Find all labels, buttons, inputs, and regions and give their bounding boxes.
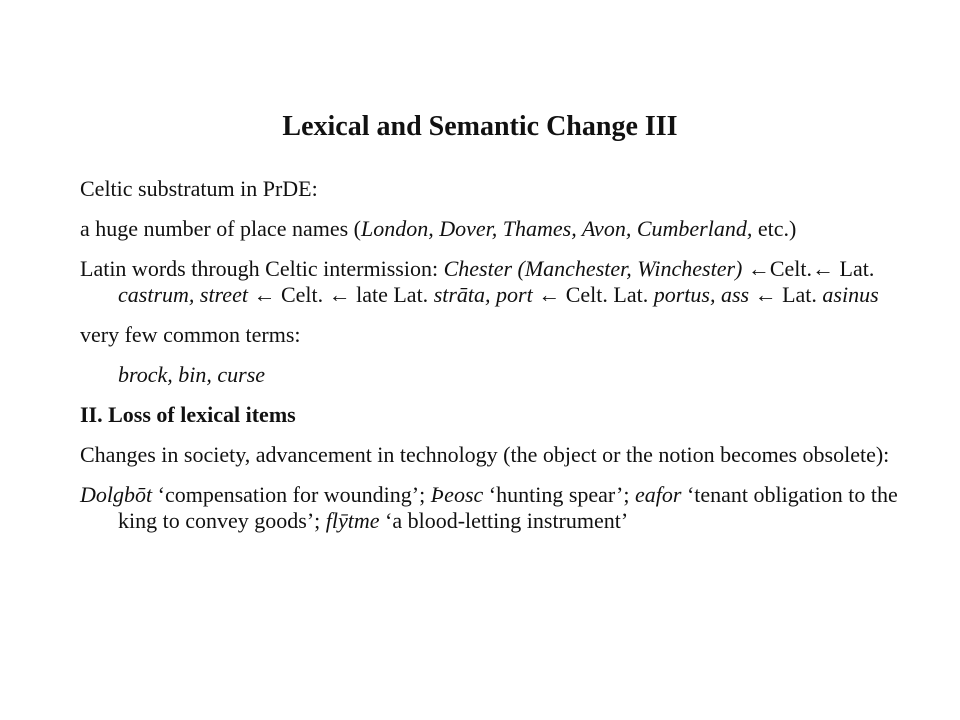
term-eafor: eafor bbox=[635, 482, 682, 507]
latin-words-intro: Latin words through Celtic intermission: bbox=[80, 256, 444, 281]
example-asinus: asinus bbox=[822, 282, 879, 307]
term-dolgbot: Dolgbōt bbox=[80, 482, 153, 507]
paragraph-common-terms-examples bbox=[80, 362, 900, 388]
example-strata-port: strāta, port bbox=[433, 282, 533, 307]
place-names-text: a huge number of place names ( bbox=[80, 216, 361, 241]
paragraph-celtic-substratum: Celtic substratum in PrDE: bbox=[80, 176, 318, 201]
etymology-late-lat: ← Celt. ← late Lat. bbox=[247, 282, 434, 307]
gloss-dolgbot: ‘compensation for wounding’; bbox=[152, 482, 431, 507]
term-theosc: Þeosc bbox=[430, 482, 484, 507]
etymology-lat: ← Lat. bbox=[749, 282, 823, 307]
example-chester: Chester (Manchester, Winchester) bbox=[443, 256, 743, 281]
paragraph-common-terms: very few common terms: bbox=[80, 322, 301, 347]
place-names-examples: London, Dover, Thames, Avon, Cumberland, bbox=[361, 216, 753, 241]
section-heading-loss: II. Loss of lexical items bbox=[80, 402, 296, 427]
example-castrum-street: castrum, street bbox=[118, 282, 248, 307]
gloss-eafor: ‘tenant obligation to the king to convey goods’; bbox=[118, 482, 898, 533]
paragraph-place-names bbox=[80, 216, 900, 242]
term-flytme: flȳtme bbox=[325, 508, 380, 533]
example-portus-ass: portus, ass bbox=[653, 282, 750, 307]
etymology-celt-lat: ←Celt.← Lat. bbox=[742, 256, 875, 281]
gloss-theosc: ‘hunting spear’; bbox=[483, 482, 635, 507]
place-names-etc: etc.) bbox=[752, 216, 797, 241]
common-terms-examples: brock, bin, curse bbox=[118, 362, 266, 387]
paragraph-changes-society: Changes in society, advancement in technology (the object or the notion becomes obsolete): bbox=[80, 442, 890, 467]
slide-body bbox=[80, 176, 900, 548]
etymology-celt-lat-2: ← Celt. Lat. bbox=[532, 282, 654, 307]
gloss-flytme: ‘a blood-letting instrument’ bbox=[379, 508, 629, 533]
paragraph-latin-words bbox=[80, 256, 900, 308]
paragraph-lost-items bbox=[80, 482, 900, 534]
slide-title: Lexical and Semantic Change III bbox=[282, 111, 678, 142]
